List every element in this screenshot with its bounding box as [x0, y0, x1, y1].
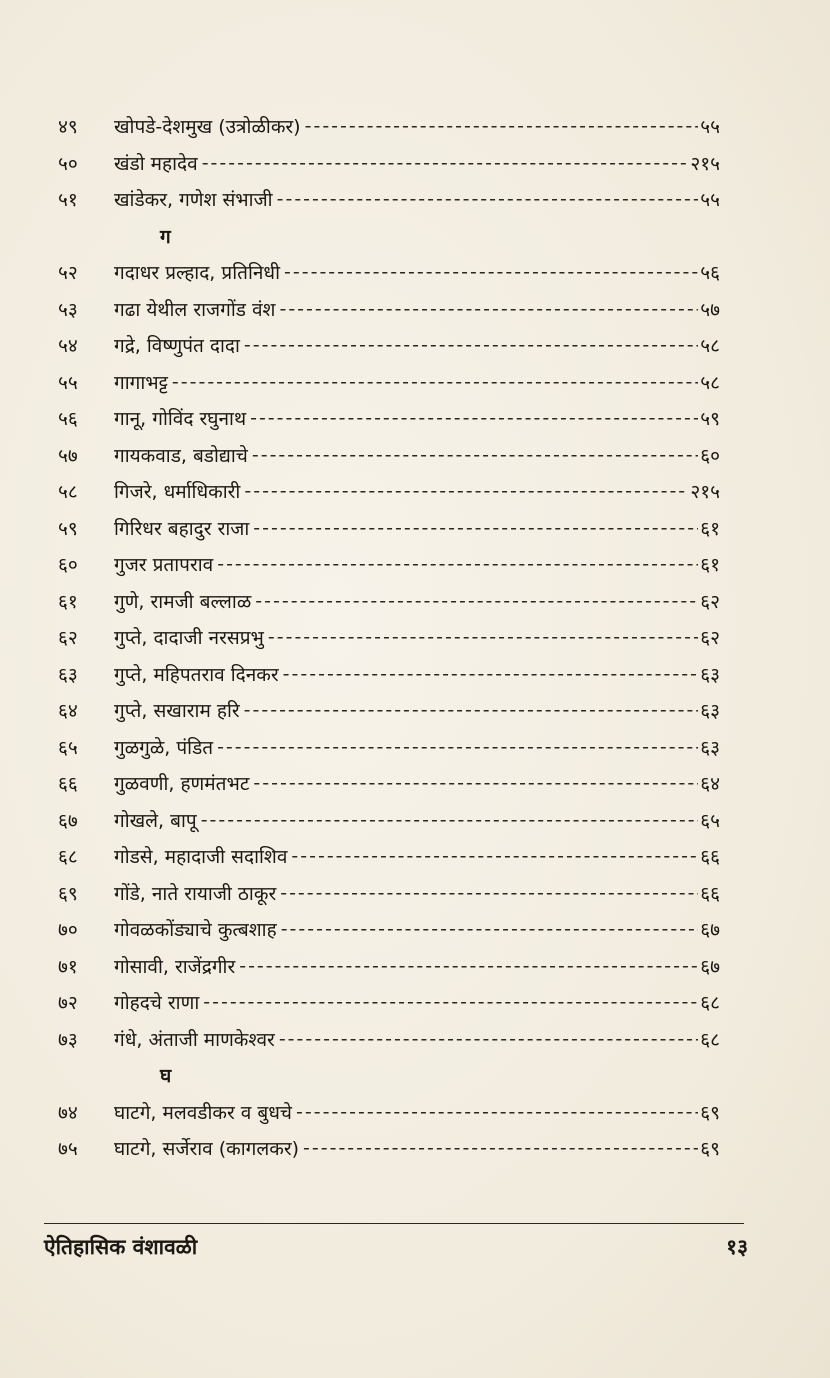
entry-page-number: ५७: [700, 298, 720, 321]
entry-group-kha: [58, 108, 720, 218]
dot-leader: [255, 590, 698, 612]
entry-number: ५०: [58, 152, 78, 175]
entry-page-number: ६३: [700, 700, 720, 723]
toc-entry: [58, 108, 720, 145]
entry-number: ४९: [58, 116, 78, 139]
entry-page-number: ५८: [700, 371, 720, 394]
entry-title: घाटगे, मलवडीकर व बुधचे: [114, 1101, 293, 1124]
dot-leader: [277, 188, 699, 210]
dot-leader: [244, 334, 698, 356]
entry-page-number: ६६: [700, 882, 720, 905]
entry-page-number: ६५: [700, 809, 720, 832]
entry-title: गुप्ते, सखाराम हरि: [114, 700, 240, 723]
entry-title: गोहदचे राणा: [114, 992, 200, 1015]
entry-page-number: २१५: [690, 481, 720, 504]
entry-number: ५३: [58, 298, 78, 321]
toc-entry: [58, 400, 720, 437]
entry-number: ७४: [58, 1101, 78, 1124]
footer-page-number: १३: [726, 1235, 748, 1259]
dot-leader: [217, 736, 698, 758]
toc-entry: [58, 510, 720, 547]
entry-title: गद्रे, विष्णुपंत दादा: [114, 335, 240, 358]
entry-page-number: ५५: [700, 116, 720, 139]
entry-page-number: ६४: [700, 773, 720, 796]
entry-title: गदाधर प्रल्हाद, प्रतिनिधी: [114, 262, 281, 285]
entry-title: खोपडे-देशमुख (उत्रोळीकर): [114, 116, 301, 139]
toc-entry: [58, 692, 720, 729]
toc-entry: [58, 437, 720, 474]
entry-page-number: ६९: [700, 1101, 720, 1124]
section-letter: ग: [160, 225, 171, 248]
entry-number: ५१: [58, 189, 78, 212]
entry-title: गोडसे, महादाजी सदाशिव: [114, 846, 288, 869]
entry-number: ७५: [58, 1138, 78, 1161]
dot-leader: [203, 991, 698, 1013]
entry-title: गुप्ते, महिपतराव दिनकर: [114, 663, 279, 686]
entry-number: ५२: [58, 262, 78, 285]
entry-page-number: ६३: [700, 663, 720, 686]
entry-title: गोवळकोंड्याचे कुत्बशाह: [114, 919, 277, 942]
entry-page-number: ६१: [700, 517, 720, 540]
entry-title: गायकवाड, बडोद्याचे: [114, 444, 248, 467]
entry-title: गोसावी, राजेंद्रगीर: [114, 955, 236, 978]
entry-number: ६८: [58, 846, 78, 869]
toc-entry: [58, 838, 720, 875]
entry-group-ga: [58, 254, 720, 1057]
entry-page-number: ६७: [700, 919, 720, 942]
entry-title: गुणे, रामजी बल्लाळ: [114, 590, 252, 613]
toc-entry: [58, 619, 720, 656]
entry-page-number: ६१: [700, 554, 720, 577]
dot-leader: [244, 480, 688, 502]
entry-title: गढा येथील राजगोंड वंश: [114, 298, 276, 321]
entry-number: ६२: [58, 627, 78, 650]
section-heading-ga: [58, 218, 720, 255]
entry-page-number: ६३: [700, 736, 720, 759]
entry-number: ५९: [58, 517, 78, 540]
toc-entry: [58, 181, 720, 218]
dot-leader: [305, 115, 699, 137]
entry-title: गुळवणी, हणमंतभट: [114, 773, 250, 796]
entry-number: ५६: [58, 408, 78, 431]
dot-leader: [253, 517, 698, 539]
entry-page-number: २१५: [690, 152, 720, 175]
entry-page-number: ६२: [700, 590, 720, 613]
entry-page-number: ६८: [700, 992, 720, 1015]
dot-leader: [291, 845, 698, 867]
toc-entry: [58, 327, 720, 364]
entry-title: गंधे, अंताजी माणकेश्वर: [114, 1028, 275, 1051]
entry-group-gha: [58, 1094, 720, 1167]
entry-number: ७१: [58, 955, 78, 978]
dot-leader: [253, 772, 698, 794]
toc-entry: [58, 546, 720, 583]
entry-title: गोखले, बापू: [114, 809, 197, 832]
toc-entry: [58, 802, 720, 839]
toc-entry: [58, 729, 720, 766]
entry-page-number: ५८: [700, 335, 720, 358]
toc-entry: [58, 656, 720, 693]
dot-leader: [303, 1137, 698, 1159]
dot-leader: [280, 882, 698, 904]
entry-title: गागाभट्ट: [114, 371, 168, 394]
toc-entry: [58, 948, 720, 985]
entry-number: ६९: [58, 882, 78, 905]
entry-number: ६६: [58, 773, 78, 796]
toc-entry: [58, 364, 720, 401]
entry-page-number: ५५: [700, 189, 720, 212]
toc-entry: [58, 875, 720, 912]
entry-title: गुळगुळे, पंडित: [114, 736, 214, 759]
toc-entry: [58, 145, 720, 182]
dot-leader: [201, 809, 699, 831]
entry-page-number: ६६: [700, 846, 720, 869]
entry-page-number: ६८: [700, 1028, 720, 1051]
entry-title: गिजरे, धर्माधिकारी: [114, 481, 241, 504]
dot-leader: [281, 918, 699, 940]
entry-number: ५८: [58, 481, 78, 504]
dot-leader: [250, 407, 698, 429]
entry-title: गुप्ते, दादाजी नरसप्रभु: [114, 627, 264, 650]
entry-number: ६१: [58, 590, 78, 613]
toc-entry: [58, 583, 720, 620]
dot-leader: [202, 152, 689, 174]
dot-leader: [268, 626, 698, 648]
footer-book-title: ऐतिहासिक वंशावळी: [44, 1235, 198, 1259]
toc-entry: [58, 1094, 720, 1131]
toc-entry: [58, 984, 720, 1021]
toc-entry: [58, 1130, 720, 1167]
entry-number: ६३: [58, 663, 78, 686]
toc-entry: [58, 1021, 720, 1058]
section-letter: घ: [160, 1065, 172, 1088]
entry-page-number: ५९: [700, 408, 720, 431]
entry-page-number: ६२: [700, 627, 720, 650]
entry-number: ६०: [58, 554, 78, 577]
entry-page-number: ६०: [700, 444, 720, 467]
entry-number: ७२: [58, 992, 78, 1015]
entry-number: ५४: [58, 335, 78, 358]
dot-leader: [279, 1028, 698, 1050]
dot-leader: [217, 553, 698, 575]
entry-page-number: ६७: [700, 955, 720, 978]
entry-title: गिरिधर बहादुर राजा: [114, 517, 250, 540]
entry-page-number: ६९: [700, 1138, 720, 1161]
toc-entry: [58, 911, 720, 948]
entry-number: ५५: [58, 371, 78, 394]
dot-leader: [252, 444, 698, 466]
dot-leader: [296, 1101, 698, 1123]
entry-number: ६५: [58, 736, 78, 759]
entry-title: खांडेकर, गणेश संभाजी: [114, 189, 273, 212]
dot-leader: [279, 298, 698, 320]
table-of-contents: [58, 108, 720, 1167]
toc-entry: [58, 254, 720, 291]
entry-title: गुजर प्रतापराव: [114, 554, 214, 577]
entry-title: गोंडे, नाते रायाजी ठाकूर: [114, 882, 277, 905]
entry-number: ५७: [58, 444, 78, 467]
toc-entry: [58, 765, 720, 802]
entry-number: ६४: [58, 700, 78, 723]
entry-number: ६७: [58, 809, 78, 832]
section-heading-gha: [58, 1057, 720, 1094]
entry-page-number: ५६: [700, 262, 720, 285]
entry-title: घाटगे, सर्जेराव (कागलकर): [114, 1138, 300, 1161]
entry-number: ७३: [58, 1028, 78, 1051]
dot-leader: [239, 955, 698, 977]
dot-leader: [244, 699, 699, 721]
entry-title: खंडो महादेव: [114, 152, 198, 175]
footer-rule: [44, 1223, 744, 1224]
dot-leader: [172, 371, 698, 393]
toc-entry: [58, 473, 720, 510]
dot-leader: [284, 261, 698, 283]
entry-title: गानू, गोविंद रघुनाथ: [114, 408, 247, 431]
toc-entry: [58, 291, 720, 328]
entry-number: ७०: [58, 919, 78, 942]
dot-leader: [283, 663, 699, 685]
